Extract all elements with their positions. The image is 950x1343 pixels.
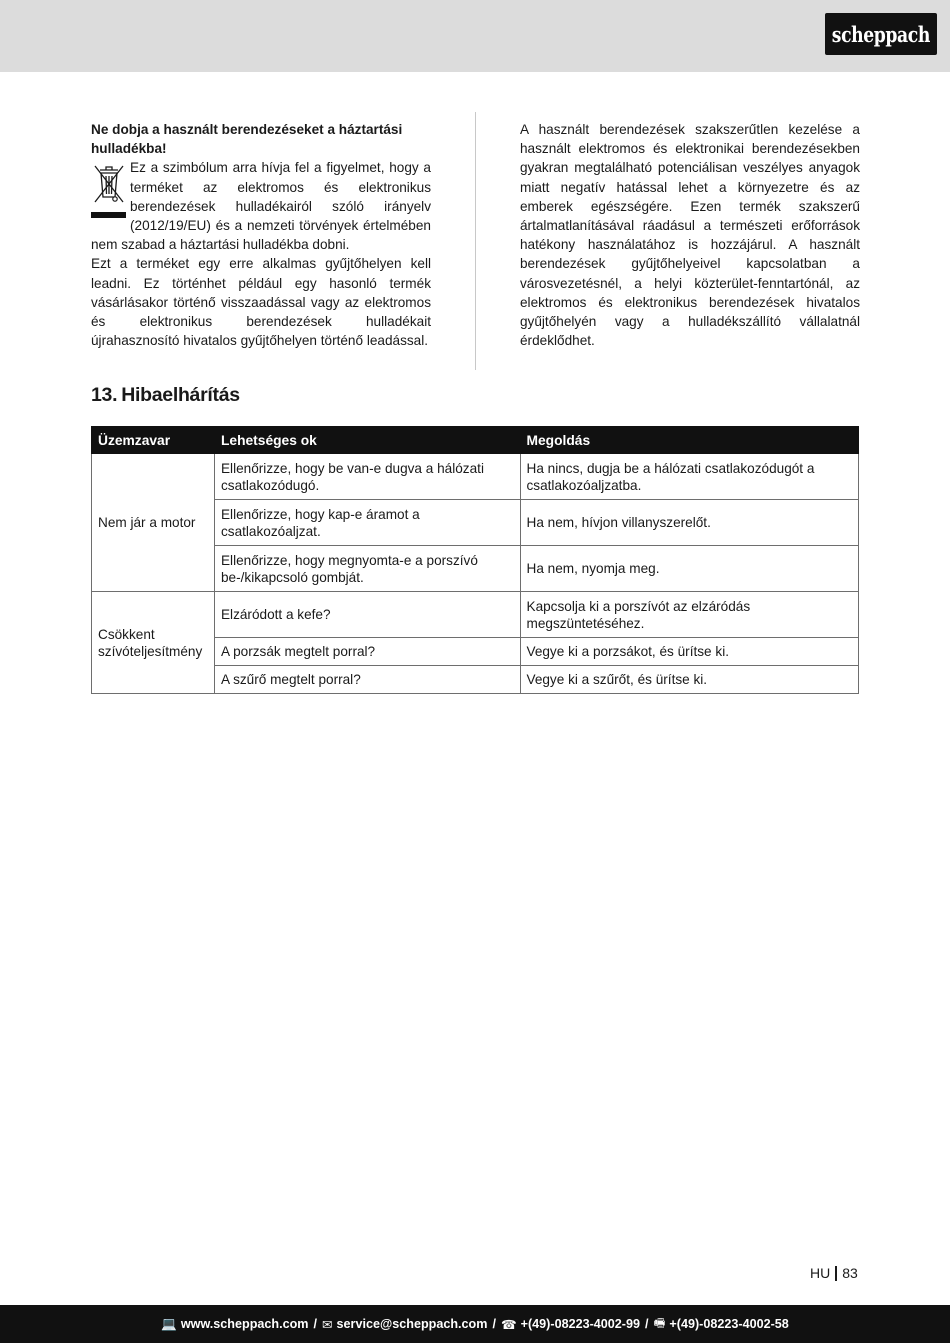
weee-symbol-text: Ez a szimbólum arra hívja fel a figyelmet, hogy a terméket az elektromos és elektronikus berendezések hulladékairól szóló irányelv (2012/19/EU) és a nemzeti törvények értelmében nem szabad a háztartási hulladékba dobni.: [91, 160, 431, 253]
disposal-heading: Ne dobja a használt berendezéseket a háztartási hulladékba!: [91, 122, 403, 157]
environmental-impact-text: A használt berendezések szakszerűtlen kezelése a használt elektromos és elektronikai berendezésekben gyakran megtalálható potenciálisan veszélyes anyagok miatt negatív hatással lehet a környezetre és az emberek egészségére. Ezen termék szakszerű ártalmatlanításával ráadásul a természeti erőforrások hatékony használatához is hozzájárul. A használt berendezések gyűjtőhelyeivel kapcsolatban a városvezetésnél, a helyi közterület-fenntartónál, az elektromos és elektronikus berendezések hivatalos gyűjtőhelyén vagy a hulladékszállító vállalatnál érdeklődhet.: [520, 122, 860, 349]
column-divider: [475, 112, 476, 370]
page-language: HU: [810, 1265, 831, 1281]
cause-cell: A szűrő megtelt porral?: [214, 666, 520, 694]
scheppach-logo: [825, 13, 937, 55]
troubleshooting-table: [91, 426, 859, 694]
table-header-row: [92, 427, 859, 454]
computer-icon: 💻: [161, 1316, 177, 1331]
fault-cell: Csökkent szívóteljesítmény: [92, 592, 215, 694]
header-fault: Üzemzavar: [92, 427, 215, 454]
disposal-right-column: [520, 120, 860, 350]
envelope-icon: ✉: [321, 1317, 333, 1332]
footer-separator: /: [492, 1317, 496, 1331]
section-number: 13.: [91, 384, 118, 406]
solution-cell: Ha nem, hívjon villanyszerelőt.: [520, 500, 859, 546]
page-number-value: 83: [842, 1265, 858, 1281]
solution-cell: Vegye ki a szűrőt, és ürítse ki.: [520, 666, 859, 694]
cause-cell: Ellenőrizze, hogy megnyomta-e a porszívó be-/kikapcsoló gombját.: [214, 546, 520, 592]
cause-cell: Elzáródott a kefe?: [214, 592, 520, 638]
footer-separator: /: [313, 1317, 317, 1331]
footer-phone: +(49)-08223-4002-99: [520, 1317, 641, 1331]
footer-fax: +(49)-08223-4002-58: [669, 1317, 789, 1331]
table-row: [92, 454, 859, 500]
footer-separator: /: [645, 1317, 649, 1331]
page-number: [810, 1265, 858, 1281]
page-number-divider: [835, 1266, 837, 1281]
cause-cell: Ellenőrizze, hogy kap-e áramot a csatlakozóaljzat.: [214, 500, 520, 546]
solution-cell: Vegye ki a porzsákot, és ürítse ki.: [520, 638, 859, 666]
solution-cell: Ha nincs, dugja be a hálózati csatlakozódugót a csatlakozóaljzatba.: [520, 454, 859, 500]
cause-cell: A porzsák megtelt porral?: [214, 638, 520, 666]
solution-cell: Kapcsolja ki a porszívót az elzáródás megszüntetéséhez.: [520, 592, 859, 638]
contact-footer: [0, 1305, 950, 1343]
collection-text: Ezt a terméket egy erre alkalmas gyűjtőhelyen kell leadni. Ez történhet például egy hasonló termék vásárlásakor történő visszaadással vagy az elektromos és elektronikus berendezések hulladékait újrahasznosító hivatalos gyűjtőhelyen történő leadással.: [91, 256, 431, 349]
fax-icon: 🖷: [653, 1315, 666, 1330]
section-title-text: Hibaelhárítás: [121, 384, 240, 406]
section-title: [91, 384, 240, 407]
solution-cell: Ha nem, nyomja meg.: [520, 546, 859, 592]
disposal-left-column: [91, 120, 431, 350]
table-row: [92, 592, 859, 638]
weee-symbol-block: [91, 158, 431, 254]
header-solution: Megoldás: [520, 427, 859, 454]
cause-cell: Ellenőrizze, hogy be van-e dugva a hálózati csatlakozódugó.: [214, 454, 520, 500]
header-band: [0, 0, 950, 72]
logo-text: scheppach: [831, 21, 931, 47]
crossed-out-wheelie-bin-icon: [91, 160, 127, 220]
footer-website[interactable]: www.scheppach.com: [180, 1317, 309, 1331]
header-cause: Lehetséges ok: [214, 427, 520, 454]
fault-cell: Nem jár a motor: [92, 454, 215, 592]
footer-email[interactable]: service@scheppach.com: [336, 1317, 488, 1331]
telephone-icon: ☎: [500, 1317, 517, 1332]
